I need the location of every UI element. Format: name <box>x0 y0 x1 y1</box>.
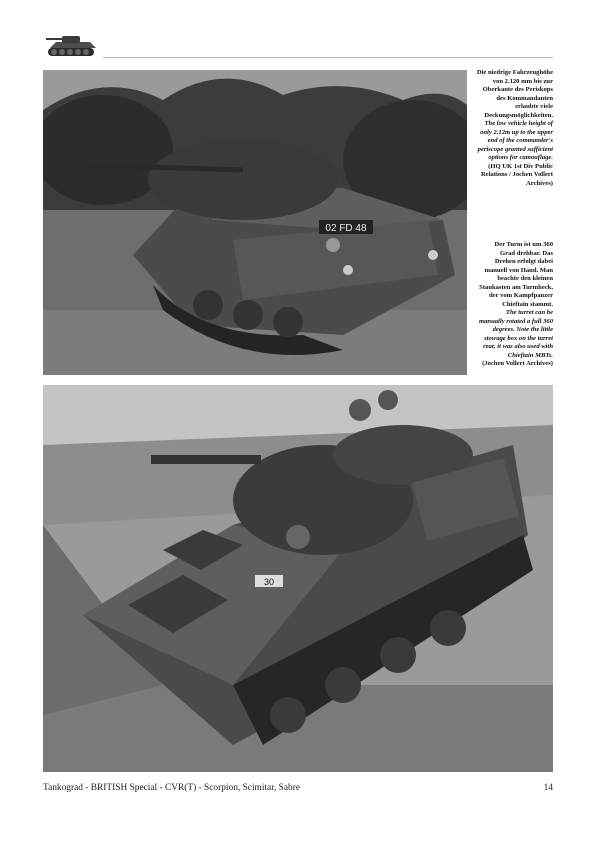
photo-scorpion-camouflaged <box>43 70 467 375</box>
publisher-tank-logo <box>44 30 100 60</box>
vehicle-number-plate: 02 FD 48 <box>325 223 367 234</box>
footer-title: Tankograd - BRITISH Special - CVR(T) - Scorpion, Scimitar, Sabre <box>43 783 300 793</box>
caption-top-credit: (HQ UK 1st Div Public Relations / Jochen Vollert Archives) <box>481 162 553 187</box>
caption-top-english: The low vehicle height of only 2.12m up to the upper end of the commander's periscope granted sufficient options for camouflage. <box>477 120 553 161</box>
caption-bottom-photo <box>479 241 553 369</box>
caption-bottom-english: The turret can be manually rotated a full 360 degrees. Note the little stowage box on the turret rear, it was also used with Chieftain MBTs. <box>479 309 554 359</box>
header-rule <box>103 57 553 58</box>
vehicle-number-plate: 30 <box>263 577 275 587</box>
photo-scorpion-turret-crew <box>43 385 553 772</box>
page-number: 14 <box>543 783 553 793</box>
caption-bottom-credit: (Jochen Vollert Archives) <box>482 360 553 367</box>
caption-top-photo <box>473 69 553 188</box>
caption-top-german: Die niedrige Fahrzeughöhe von 2.120 mm bis zur Oberkante des Periskops des Kommandanten erlaubte viele Deckungsmöglichkeiten. <box>476 69 553 119</box>
caption-bottom-german: Der Turm ist um 360 Grad drehbar. Das Drehen erfolgt dabei manuell von Hand. Man beachte den kleinen Staukasten am Turmheck, der vom Kampfpanzer Chieftain stammt. <box>479 241 553 308</box>
